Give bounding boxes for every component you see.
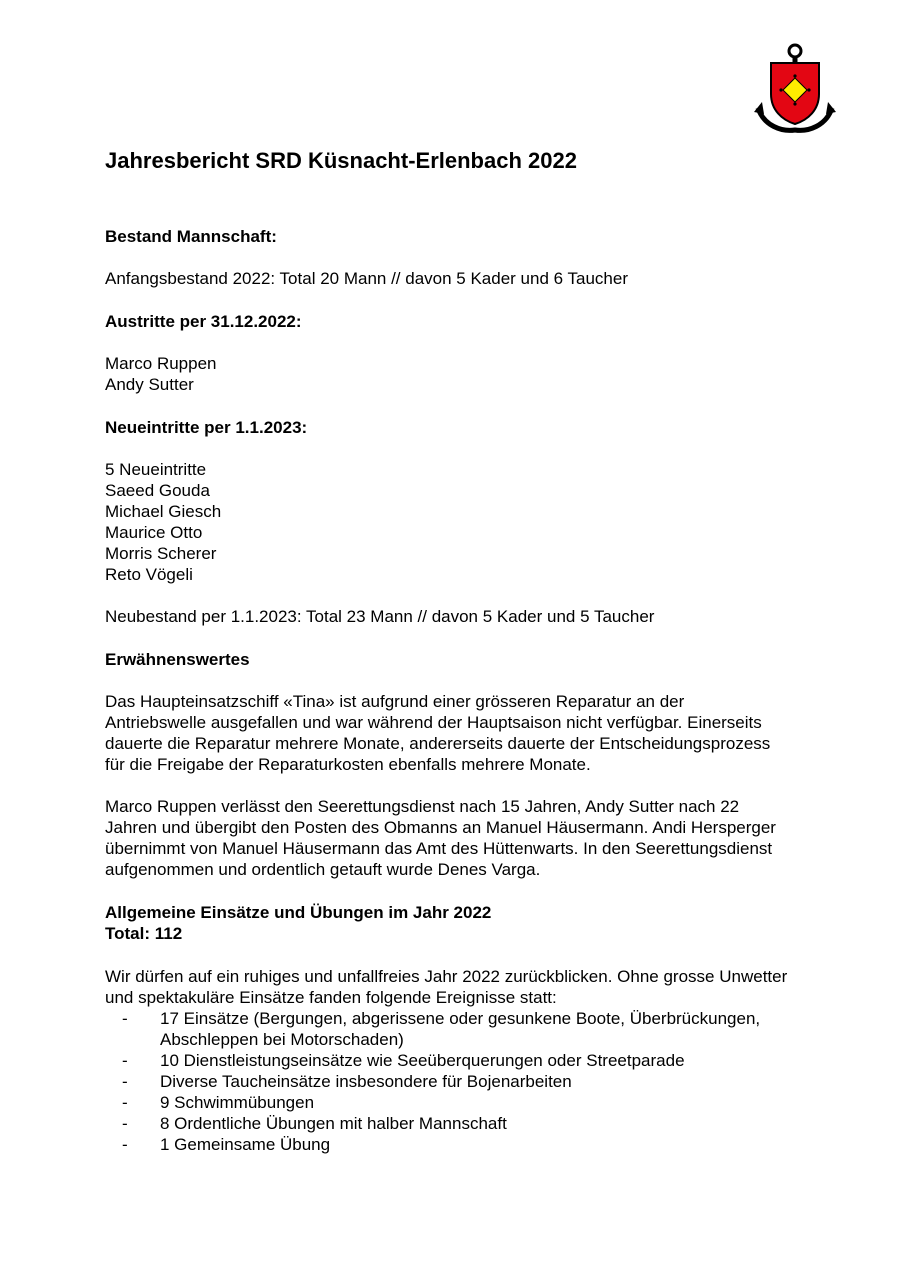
neueintritt-line: Reto Vögeli <box>105 565 193 584</box>
paragraph-line: Wir dürfen auf ein ruhiges und unfallfreies Jahr 2022 zurückblicken. Ohne grosse Unwetter <box>105 967 788 986</box>
list-item-text: 9 Schwimmübungen <box>160 1093 315 1112</box>
austritt-name: Andy Sutter <box>105 375 194 394</box>
list-item <box>105 1113 865 1134</box>
austritt-name: Marco Ruppen <box>105 354 217 373</box>
paragraph-line: dauerte die Reparatur mehrere Monate, andererseits dauerte der Entscheidungsprozess <box>105 734 771 753</box>
list-item-text: 1 Gemeinsame Übung <box>160 1135 331 1154</box>
heading-bestand: Bestand Mannschaft: <box>105 227 277 246</box>
heading-neueintritte: Neueintritte per 1.1.2023: <box>105 418 308 437</box>
document-title: Jahresbericht SRD Küsnacht-Erlenbach 2022 <box>105 148 577 173</box>
paragraph-line: Marco Ruppen verlässt den Seerettungsdienst nach 15 Jahren, Andy Sutter nach 22 <box>105 797 740 816</box>
neueintritt-line: Michael Giesch <box>105 502 222 521</box>
paragraph-line: Antriebswelle ausgefallen und war während der Hauptsaison nicht verfügbar. Einerseits <box>105 713 762 732</box>
list-item-text: 10 Dienstleistungseinsätze wie Seeüberquerungen oder Streetparade <box>160 1051 685 1070</box>
paragraph-line: für die Freigabe der Reparaturkosten ebenfalls mehrere Monate. <box>105 755 591 774</box>
heading-erwaehnenswertes: Erwähnenswertes <box>105 650 250 669</box>
paragraph-line: aufgenommen und ordentlich getauft wurde Denes Varga. <box>105 860 541 879</box>
list-item <box>105 1071 865 1092</box>
paragraph-line: und spektakuläre Einsätze fanden folgende Ereignisse statt: <box>105 988 557 1007</box>
list-item-text: Diverse Taucheinsätze insbesondere für Bojenarbeiten <box>160 1072 572 1091</box>
heading-austritte: Austritte per 31.12.2022: <box>105 312 302 331</box>
heading-einsaetze: Allgemeine Einsätze und Übungen im Jahr 2022 <box>105 903 492 922</box>
total-einsaetze: Total: 112 <box>105 924 183 943</box>
document-body <box>105 226 865 1155</box>
neueintritt-line: Morris Scherer <box>105 544 217 563</box>
list-item <box>105 1134 865 1155</box>
text-neubestand: Neubestand per 1.1.2023: Total 23 Mann // davon 5 Kader und 5 Taucher <box>105 607 655 626</box>
paragraph-line: Das Haupteinsatzschiff «Tina» ist aufgrund einer grösseren Reparatur an der <box>105 692 685 711</box>
neueintritt-line: Maurice Otto <box>105 523 203 542</box>
list-item <box>105 1092 865 1113</box>
list-item <box>105 1050 865 1071</box>
neueintritt-line: 5 Neueintritte <box>105 460 207 479</box>
einsaetze-list <box>105 1008 865 1155</box>
paragraph-line: Jahren und übergibt den Posten des Obmanns an Manuel Häusermann. Andi Hersperger <box>105 818 776 837</box>
list-item <box>105 1008 865 1050</box>
list-item-text: 8 Ordentliche Übungen mit halber Mannschaft <box>160 1114 507 1133</box>
list-item-text: Abschleppen bei Motorschaden) <box>160 1030 404 1049</box>
text-anfangsbestand: Anfangsbestand 2022: Total 20 Mann // davon 5 Kader und 6 Taucher <box>105 269 628 288</box>
anchor-shield-logo <box>754 42 836 134</box>
list-item-text: 17 Einsätze (Bergungen, abgerissene oder gesunkene Boote, Überbrückungen, <box>160 1009 761 1028</box>
neueintritt-line: Saeed Gouda <box>105 481 210 500</box>
paragraph-line: übernimmt von Manuel Häusermann das Amt des Hüttenwarts. In den Seerettungsdienst <box>105 839 773 858</box>
